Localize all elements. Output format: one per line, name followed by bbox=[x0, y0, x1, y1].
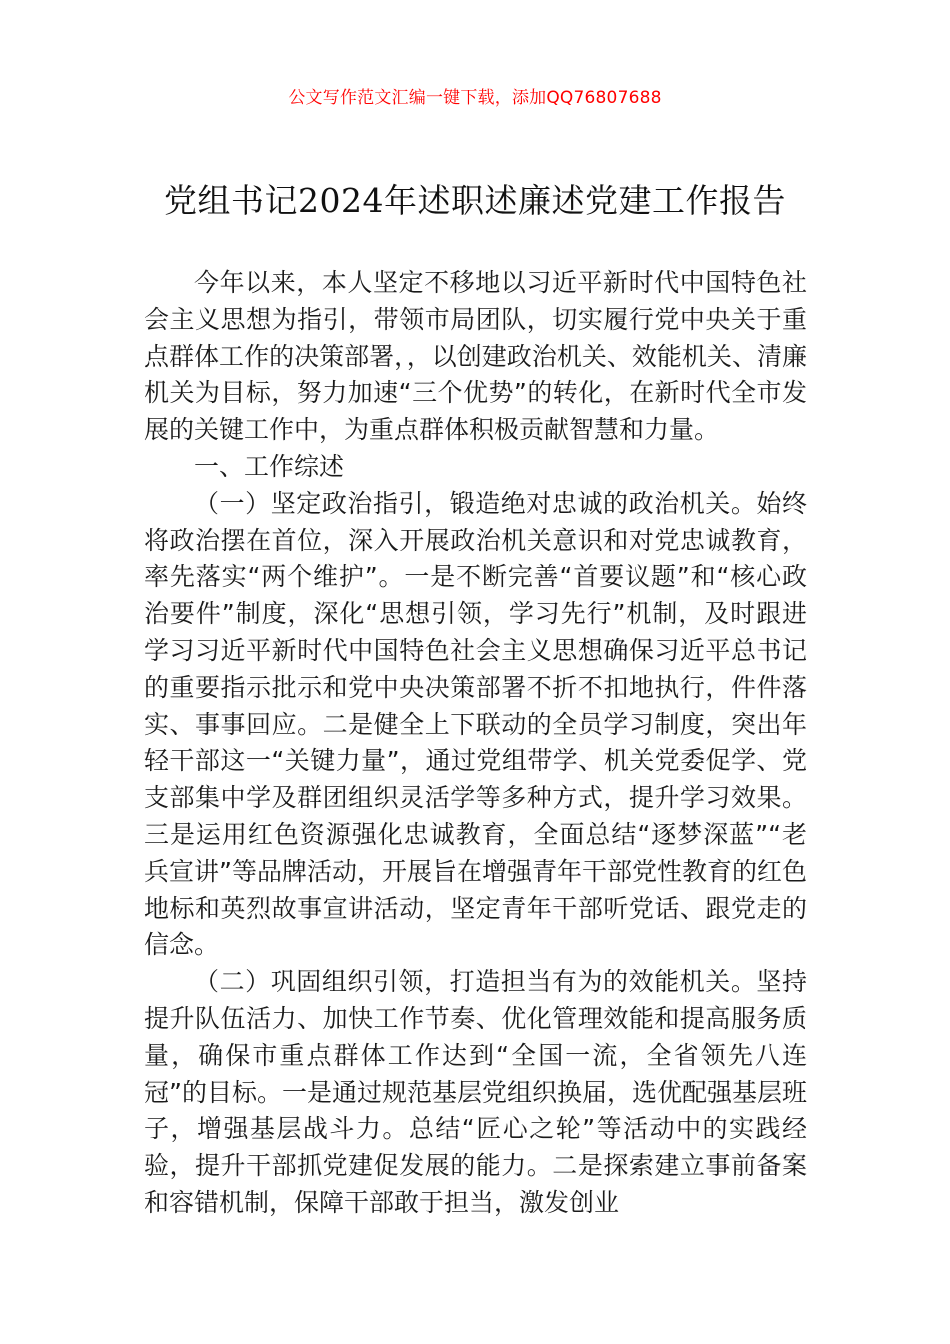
body-paragraph: （一）坚定政治指引，锻造绝对忠诚的政治机关。始终将政治摆在首位，深入开展政治机关意识和对党忠诚教育，率先落实“两个维护”。一是不断完善“首要议题”和“核心政治要件”制度，深化“思想引领，学习先行”机制，及时跟进学习习近平新时代中国特色社会主义思想确保习近平总书记的重要指示批示和党中央决策部署不折不扣地执行，件件落实、事事回应。二是健全上下联动的全员学习制度，突出年轻干部这一“关键力量”，通过党组带学、机关党委促学、党支部集中学及群团组织灵活学等多种方式，提升学习效果。三是运用红色资源强化忠诚教育，全面总结“逐梦深蓝”“老兵宣讲”等品牌活动，开展旨在增强青年干部党性教育的红色地标和英烈故事宣讲活动，坚定青年干部听党话、跟党走的信念。 bbox=[144, 488, 807, 960]
document-body bbox=[144, 265, 807, 1222]
intro-paragraph: 今年以来，本人坚定不移地以习近平新时代中国特色社会主义思想为指引，带领市局团队，切实履行党中央关于重点群体工作的决策部署，，以创建政治机关、效能机关、清廉机关为目标，努力加速“三个优势”的转化，在新时代全市发展的关键工作中，为重点群体积极贡献智慧和力量。 bbox=[144, 268, 807, 445]
body-paragraph: （二）巩固组织引领，打造担当有为的效能机关。坚持提升队伍活力、加快工作节奏、优化管理效能和提高服务质量，确保市重点群体工作达到“全国一流，全省领先八连冠”的目标。一是通过规范基层党组织换届，选优配强基层班子，增强基层战斗力。总结“匠心之轮”等活动中的实践经验，提升干部抓党建促发展的能力。二是探索建立事前备案和容错机制，保障干部敢于担当，激发创业 bbox=[144, 967, 807, 1217]
document-title: 党组书记2024年述职述廉述党建工作报告 bbox=[164, 181, 786, 220]
download-banner: 公文写作范文汇编一键下载，添加QQ76807688 bbox=[288, 88, 662, 108]
section-heading: 一、工作综述 bbox=[194, 451, 345, 481]
